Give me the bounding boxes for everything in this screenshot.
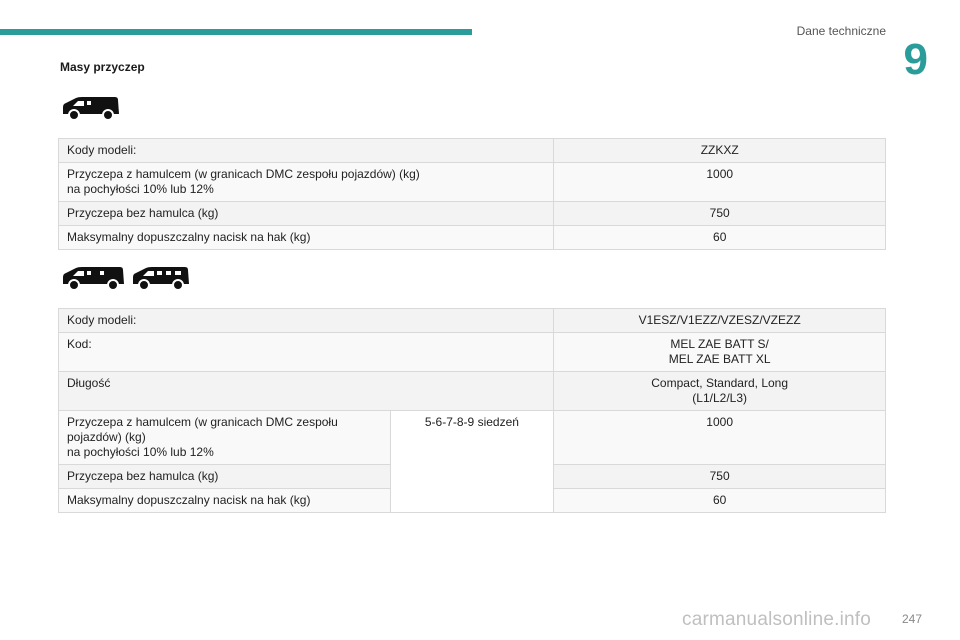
table-row <box>59 372 886 411</box>
page-title: Masy przyczep <box>60 60 145 74</box>
row-value: ZZKXZ <box>554 139 886 163</box>
chapter-number: 9 <box>903 35 928 84</box>
trailer-weights-table-1 <box>58 138 886 250</box>
table-row <box>59 202 886 226</box>
page-number: 247 <box>901 612 922 626</box>
row-label: Kody modeli: <box>59 309 554 333</box>
row-label: Przyczepa bez hamulca (kg) <box>59 202 554 226</box>
section-name: Dane techniczne <box>796 24 886 38</box>
table-row <box>59 226 886 250</box>
row-label: Kod: <box>59 333 554 372</box>
row-label: Przyczepa bez hamulca (kg) <box>59 465 391 489</box>
row-label: Przyczepa z hamulcem (w granicach DMC zespołu pojazdów) (kg) na pochyłości 10% lub 12% <box>59 411 391 465</box>
van-long-passenger-icon <box>130 264 192 292</box>
row-label: Przyczepa z hamulcem (w granicach DMC zespołu pojazdów) (kg) na pochyłości 10% lub 12% <box>59 163 554 202</box>
table-row <box>59 163 886 202</box>
row-value: 60 <box>554 226 886 250</box>
watermark: carmanualsonline.info <box>682 609 872 630</box>
row-value: 750 <box>554 465 886 489</box>
seats-cell: 5-6-7-8-9 siedzeń <box>390 411 554 513</box>
van-short-icon <box>60 94 122 122</box>
row-value: 750 <box>554 202 886 226</box>
table-row <box>59 309 886 333</box>
row-value: V1ESZ/V1EZZ/VZESZ/VZEZZ <box>554 309 886 333</box>
row-label: Maksymalny dopuszczalny nacisk na hak (kg) <box>59 489 391 513</box>
row-value: Compact, Standard, Long (L1/L2/L3) <box>554 372 886 411</box>
row-value: 60 <box>554 489 886 513</box>
row-value: 1000 <box>554 163 886 202</box>
row-value: 1000 <box>554 411 886 465</box>
table-row <box>59 333 886 372</box>
row-label: Długość <box>59 372 554 411</box>
row-label: Kody modeli: <box>59 139 554 163</box>
table-row <box>59 411 886 465</box>
row-value: MEL ZAE BATT S/ MEL ZAE BATT XL <box>554 333 886 372</box>
table-row <box>59 139 886 163</box>
van-long-icon <box>60 264 126 292</box>
row-label: Maksymalny dopuszczalny nacisk na hak (kg) <box>59 226 554 250</box>
header-accent-bar <box>0 29 472 35</box>
trailer-weights-table-2 <box>58 308 886 513</box>
